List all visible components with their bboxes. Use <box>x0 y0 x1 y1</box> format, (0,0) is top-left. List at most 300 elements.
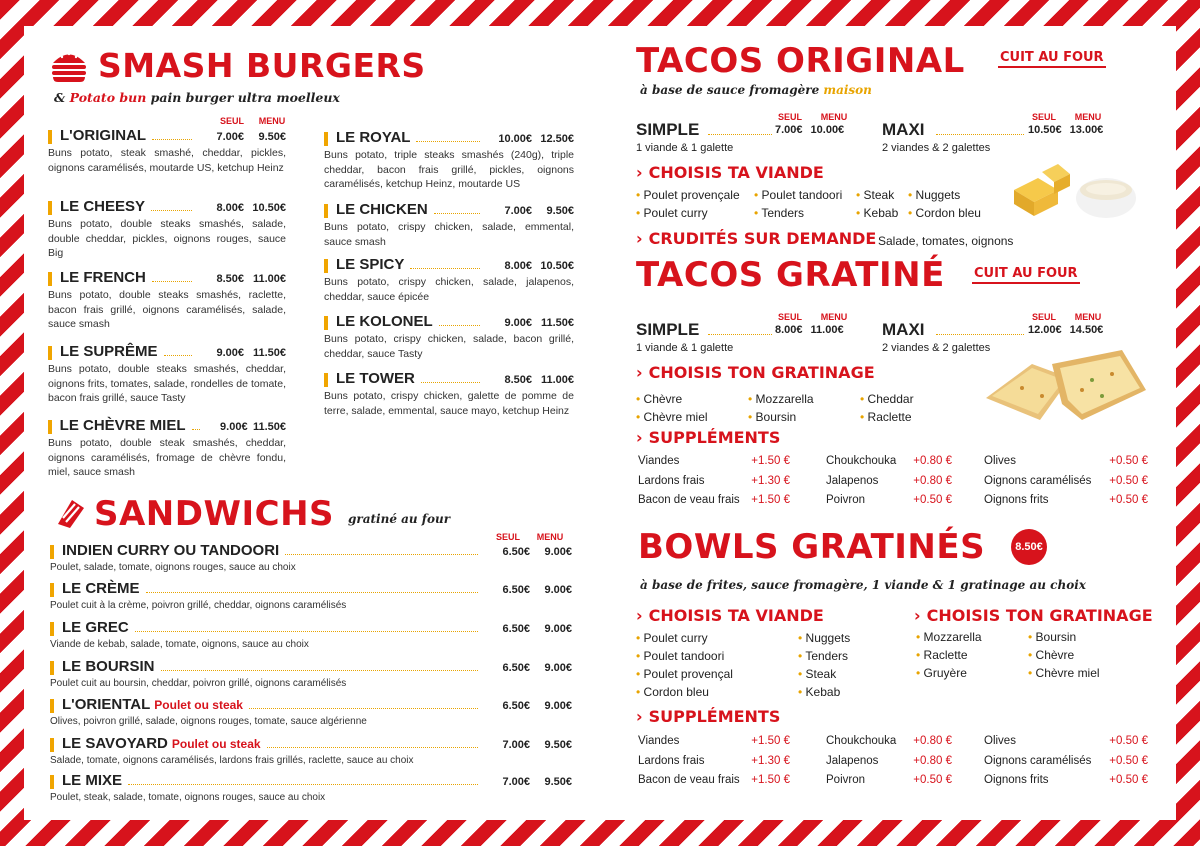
sandwichs-title: SANDWICHS <box>94 494 335 534</box>
bullet-list <box>1028 628 1100 682</box>
sandwich-item <box>50 580 572 612</box>
item-name-row <box>48 343 286 362</box>
supplement-price: +0.50 € <box>1109 774 1148 786</box>
leader-dots <box>708 334 772 335</box>
price-menu: 9.50€ <box>544 739 572 751</box>
supplement-column <box>826 452 952 511</box>
list-item: • Cheddar <box>860 390 914 408</box>
supplement-name: Poivron <box>826 774 865 786</box>
item-description: Buns potato, crispy chicken, salade, emmental, sauce smash <box>324 221 574 248</box>
list-item: • Kebab <box>856 204 898 222</box>
supplement-name: Oignons caramélisés <box>984 754 1092 767</box>
item-name-row <box>324 313 574 332</box>
sandwichs-tagline: gratiné au four <box>348 512 451 526</box>
price-seul: 8.00€ <box>775 324 803 336</box>
menu-header: MENU <box>258 116 286 126</box>
supplement-price: +1.30 € <box>751 754 790 767</box>
bullet-list <box>860 390 914 426</box>
item-name-row <box>324 129 574 148</box>
price-menu: 14.50€ <box>1069 324 1104 336</box>
leader-dots <box>410 268 480 269</box>
list-item: • Chèvre <box>636 390 708 408</box>
to-menu-header-2: MENU <box>1074 112 1102 122</box>
item-name: LE KOLONEL <box>336 313 433 330</box>
sandwich-item <box>50 619 572 651</box>
list-item: • Nuggets <box>798 629 850 647</box>
price-seul: 7.00€ <box>775 124 803 136</box>
tagline-highlight: Potato bun <box>69 90 147 105</box>
item-name-row <box>324 256 574 275</box>
supplement-row <box>984 452 1148 472</box>
burger-item <box>324 370 574 418</box>
item-name-row <box>48 417 286 436</box>
leader-dots <box>161 670 478 671</box>
item-name: L'ORIGINAL <box>60 127 147 144</box>
price-menu: 11.00€ <box>810 324 844 336</box>
price-menu: 9.50€ <box>544 776 572 788</box>
leader-dots <box>708 134 772 135</box>
tg-menu-header: MENU <box>820 312 848 322</box>
supplement-row <box>826 452 952 472</box>
leader-dots <box>152 281 192 282</box>
chevron-right-icon: › <box>636 428 643 447</box>
bullet-list <box>908 186 981 222</box>
chevron-right-icon: › <box>636 229 643 248</box>
supplement-name: Viandes <box>638 735 680 747</box>
leader-dots <box>192 429 200 430</box>
burger-item <box>324 256 574 304</box>
tagline-prefix: & <box>54 90 70 105</box>
supplement-name: Jalapenos <box>826 754 879 767</box>
item-name: LE SUPRÊME <box>60 343 158 360</box>
item-description: Buns potato, double steaks smashés, salade, double cheddar, pickles, oignons rouges, sauce Big <box>48 218 286 259</box>
supplement-price: +0.50 € <box>1109 494 1148 506</box>
tg-gratinage-title <box>636 363 875 382</box>
supplement-row <box>638 472 790 492</box>
price-seul: 6.50€ <box>502 662 530 674</box>
leader-dots <box>249 708 478 709</box>
item-name: LE BOURSIN <box>62 658 155 675</box>
list-item: • Cordon bleu <box>636 683 733 701</box>
tagline-rest: pain burger ultra moelleux <box>146 90 340 105</box>
crudites-text: Salade, tomates, oignons <box>878 234 1014 248</box>
price-seul: 10.00€ <box>498 133 532 145</box>
leader-dots <box>416 141 480 142</box>
item-description: Buns potato, crispy chicken, galette de pomme de terre, salade, emmental, sauce mayo, ketchup Heinz <box>324 390 574 417</box>
item-name-row <box>50 772 572 791</box>
item-name: LE CHÈVRE MIEL <box>59 417 186 434</box>
list-item: • Mozzarella <box>748 390 814 408</box>
item-description: Olives, poivron grillé, salade, oignons rouges, tomate, sauce algérienne <box>50 716 367 727</box>
item-marker <box>324 316 328 330</box>
tg-simple-prices <box>775 324 844 336</box>
price-seul: 6.50€ <box>502 623 530 635</box>
price-seul: 6.50€ <box>502 700 530 712</box>
price-seul: 9.00€ <box>220 421 248 433</box>
tacos-illustration <box>982 344 1152 429</box>
supplement-price: +0.80 € <box>913 735 952 747</box>
supplement-row <box>984 732 1148 752</box>
price-seul: 10.50€ <box>1028 124 1062 136</box>
list-item: • Chèvre miel <box>636 408 708 426</box>
price-menu: 11.00€ <box>540 374 574 386</box>
price-seul: 7.00€ <box>504 205 532 217</box>
item-name-row <box>48 269 286 288</box>
list-item: • Poulet curry <box>636 629 733 647</box>
price-seul: 6.50€ <box>502 584 530 596</box>
price-seul: 7.00€ <box>502 776 530 788</box>
leader-dots <box>164 355 192 356</box>
supplement-row <box>826 732 952 752</box>
item-name: LE FRENCH <box>60 269 146 286</box>
burger-item <box>48 198 286 261</box>
tacos-gratine-title: TACOS GRATINÉ <box>636 255 945 295</box>
item-name: LE SAVOYARD Poulet ou steak <box>62 735 261 752</box>
item-description: Buns potato, double steaks smashés, raclette, bacon frais grillé, oignons caramélisés, salade, sauce smash <box>48 289 286 330</box>
supplement-row <box>984 491 1148 511</box>
list-item: • Mozzarella <box>916 628 982 646</box>
sandwich-icon <box>54 496 88 535</box>
burger-item <box>48 417 286 480</box>
item-description: Poulet cuit au boursin, cheddar, poivron grillé, oignons caramélisés <box>50 678 347 689</box>
section-label: CRUDITÉS SUR DEMANDE <box>648 229 877 248</box>
price-menu: 9.00€ <box>544 546 572 558</box>
to-maxi-name: MAXI <box>882 120 925 139</box>
item-name-row <box>50 619 572 638</box>
price-menu: 10.00€ <box>810 124 845 136</box>
supplement-price: +0.80 € <box>913 754 952 767</box>
item-marker <box>48 201 52 215</box>
tg-simple-name: SIMPLE <box>636 320 700 339</box>
supplement-name: Choukchouka <box>826 735 897 747</box>
tagline-text: à base de sauce fromagère <box>640 83 824 97</box>
supplement-row <box>984 752 1148 772</box>
item-marker <box>48 130 52 144</box>
smash-burgers-title: SMASH BURGERS <box>98 46 426 85</box>
item-marker <box>324 132 328 146</box>
item-description: Buns potato, steak smashé, cheddar, pickles, oignons caramélisés, moutarde US, ketchup Heinz <box>48 147 286 174</box>
list-item: • Poulet provençal <box>636 665 733 683</box>
supplement-price: +1.50 € <box>751 455 790 467</box>
price-seul: 9.00€ <box>216 347 244 359</box>
burger-item <box>324 201 574 249</box>
list-item: • Raclette <box>860 408 914 426</box>
price-menu: 9.00€ <box>544 700 572 712</box>
to-seul-header: SEUL <box>777 112 802 122</box>
item-name-row <box>324 201 574 220</box>
chevron-right-icon: › <box>636 163 643 182</box>
sandwich-item <box>50 735 572 767</box>
bowls-supp-title <box>636 707 780 726</box>
leader-dots <box>128 784 478 785</box>
item-name: LE GREC <box>62 619 129 636</box>
item-description: Poulet cuit à la crème, poivron grillé, cheddar, oignons caramélisés <box>50 600 347 611</box>
item-name: LE CRÈME <box>62 580 140 597</box>
sandwich-seul-header: SEUL <box>495 532 520 542</box>
bullet-list <box>856 186 898 222</box>
burger-item <box>48 343 286 406</box>
item-description: Buns potato, triple steaks smashés (240g), triple cheddar, bacon frais grillé, pickles, oignons caramélisés, ketchup Heinz, moutarde US <box>324 149 574 190</box>
list-item: • Boursin <box>1028 628 1100 646</box>
list-item: • Steak <box>856 186 898 204</box>
section-label: CHOISIS TON GRATINAGE <box>648 363 875 382</box>
supplement-name: Choukchouka <box>826 455 897 467</box>
sandwich-item <box>50 696 572 728</box>
item-name: LE SPICY <box>336 256 405 273</box>
chevron-right-icon: › <box>914 606 921 625</box>
supplement-price: +0.50 € <box>1109 754 1148 767</box>
item-marker <box>48 272 52 286</box>
item-description: Buns potato, crispy chicken, salade, jalapenos, cheddar, sauce épicée <box>324 276 574 303</box>
supplement-name: Lardons frais <box>638 474 705 487</box>
item-name-row <box>50 542 572 561</box>
list-item: • Poulet tandoori <box>636 647 733 665</box>
sandwich-item <box>50 772 572 804</box>
list-item: • Kebab <box>798 683 850 701</box>
item-name-row <box>50 735 572 754</box>
section-label: CHOISIS TA VIANDE <box>648 606 824 625</box>
bowls-price-badge: 8.50€ <box>1011 529 1047 565</box>
supplement-price: +0.50 € <box>1109 455 1148 467</box>
list-item: • Nuggets <box>908 186 981 204</box>
supplement-name: Jalapenos <box>826 474 879 487</box>
to-menu-header: MENU <box>820 112 848 122</box>
item-marker <box>50 583 54 597</box>
item-marker <box>324 373 328 387</box>
supplement-row <box>638 771 790 791</box>
supplement-price: +0.80 € <box>913 474 952 487</box>
supplement-price: +1.50 € <box>751 735 790 747</box>
item-name-row <box>324 370 574 389</box>
supplement-row <box>984 472 1148 492</box>
tacos-original-tagline <box>640 83 872 97</box>
supplement-name: Bacon de veau frais <box>638 774 740 786</box>
leader-dots <box>439 325 480 326</box>
price-seul: 7.00€ <box>216 131 244 143</box>
price-menu: 11.50€ <box>540 317 574 329</box>
price-menu: 11.00€ <box>252 273 286 285</box>
bowls-tagline: à base de frites, sauce fromagère, 1 viande & 1 gratinage au choix <box>640 578 1086 592</box>
list-item: • Chèvre <box>1028 646 1100 664</box>
price-menu: 9.50€ <box>546 205 574 217</box>
supplement-column <box>638 732 790 791</box>
price-menu: 9.50€ <box>258 131 286 143</box>
supplement-name: Oignons frits <box>984 494 1049 506</box>
tagline-maison: maison <box>823 83 872 97</box>
item-name: LE MIXE <box>62 772 123 789</box>
item-name-row <box>50 696 572 715</box>
item-marker <box>50 775 54 789</box>
item-marker <box>50 738 54 752</box>
item-marker <box>50 661 54 675</box>
item-description: Viande de kebab, salade, tomate, oignons, sauce au choix <box>50 639 309 650</box>
price-menu: 9.00€ <box>544 662 572 674</box>
cuit-au-four-tag: CUIT AU FOUR <box>998 50 1106 68</box>
supplement-name: Poivron <box>826 494 865 506</box>
to-simple-name: SIMPLE <box>636 120 700 139</box>
price-seul: 7.00€ <box>502 739 530 751</box>
list-item: • Chèvre miel <box>1028 664 1100 682</box>
item-description: Buns potato, crispy chicken, salade, bacon grillé, cheddar, sauce Tasty <box>324 333 574 360</box>
item-name: L'ORIENTAL Poulet ou steak <box>62 696 243 713</box>
bullet-list <box>636 186 740 222</box>
bowls-title: BOWLS GRATINÉS <box>638 527 986 567</box>
sandwich-item <box>50 658 572 690</box>
bullet-list <box>636 629 733 701</box>
item-marker <box>324 204 328 218</box>
tacos-original-title: TACOS ORIGINAL <box>636 41 965 81</box>
supplement-name: Olives <box>984 455 1016 467</box>
price-menu: 9.00€ <box>544 584 572 596</box>
seul-header: SEUL <box>219 116 244 126</box>
supplement-row <box>826 491 952 511</box>
item-marker <box>50 622 54 636</box>
list-item: • Poulet provençale <box>636 186 740 204</box>
price-menu: 10.50€ <box>252 202 286 214</box>
supplement-price: +0.50 € <box>1109 735 1148 747</box>
item-marker <box>48 420 52 434</box>
to-maxi-prices <box>1028 124 1103 136</box>
item-description: Buns potato, double steaks smashés, cheddar, oignons frits, tomates, salade, rondelles de tomate, bacon frais grillé, sauce Tasty <box>48 363 286 404</box>
tg-maxi-name: MAXI <box>882 320 925 339</box>
item-marker <box>50 699 54 713</box>
section-label: CHOISIS TA VIANDE <box>648 163 824 182</box>
price-seul: 8.50€ <box>504 374 532 386</box>
list-item: • Poulet tandoori <box>754 186 842 204</box>
item-name: LE CHEESY <box>60 198 146 215</box>
price-menu: 11.50€ <box>252 421 286 433</box>
item-option: Poulet ou steak <box>171 737 261 751</box>
to-simple-desc: 1 viande & 1 galette <box>636 142 734 154</box>
burger-icon <box>50 46 88 89</box>
burger-item <box>324 313 574 361</box>
supplement-price: +0.50 € <box>913 494 952 506</box>
bullet-list <box>916 628 982 682</box>
supplement-price: +1.50 € <box>751 494 790 506</box>
item-option: Poulet ou steak <box>154 698 243 712</box>
price-menu: 10.50€ <box>540 260 574 272</box>
supplement-name: Bacon de veau frais <box>638 494 740 506</box>
supplement-price: +1.30 € <box>751 474 790 487</box>
item-name: LE ROYAL <box>336 129 411 146</box>
section-label: SUPPLÉMENTS <box>648 428 781 447</box>
burgers-tagline <box>54 90 340 105</box>
price-seul: 8.00€ <box>504 260 532 272</box>
price-seul: 8.00€ <box>216 202 244 214</box>
cuit-au-four-tag-2: CUIT AU FOUR <box>972 266 1080 284</box>
supplement-row <box>984 771 1148 791</box>
list-item: • Gruyère <box>916 664 982 682</box>
bullet-list <box>754 186 842 222</box>
supplement-name: Oignons frits <box>984 774 1049 786</box>
supplement-price: +0.80 € <box>913 455 952 467</box>
supplement-price: +0.50 € <box>913 774 952 786</box>
leader-dots <box>151 210 192 211</box>
price-seul: 12.00€ <box>1028 324 1062 336</box>
price-seul: 6.50€ <box>502 546 530 558</box>
supplement-row <box>826 472 952 492</box>
burger-item <box>48 269 286 332</box>
tg-maxi-prices <box>1028 324 1103 336</box>
list-item: • Tenders <box>754 204 842 222</box>
bullet-list <box>636 390 708 426</box>
item-marker <box>324 259 328 273</box>
item-description: Salade, tomate, oignons caramélisés, lardons frais grillés, raclette, sauce au choix <box>50 755 414 766</box>
chevron-right-icon: › <box>636 707 643 726</box>
bowls-viande-title <box>636 606 824 625</box>
item-name-row <box>48 198 286 217</box>
chevron-right-icon: › <box>636 363 643 382</box>
to-maxi-desc: 2 viandes & 2 galettes <box>882 142 991 154</box>
leader-dots <box>285 554 478 555</box>
chevron-right-icon: › <box>636 606 643 625</box>
supplement-name: Olives <box>984 735 1016 747</box>
list-item: • Raclette <box>916 646 982 664</box>
leader-dots <box>936 134 1024 135</box>
supplement-row <box>638 452 790 472</box>
supplement-row <box>638 491 790 511</box>
item-name: LE CHICKEN <box>336 201 428 218</box>
tg-seul-header: SEUL <box>777 312 802 322</box>
to-simple-prices <box>775 124 844 136</box>
supplement-price: +0.50 € <box>1109 474 1148 487</box>
bullet-list <box>798 629 850 701</box>
item-name-row <box>50 580 572 599</box>
supplement-column <box>638 452 790 511</box>
supplement-column <box>984 452 1148 511</box>
burger-item <box>48 127 286 175</box>
cheese-sauce-illustration <box>1008 158 1138 229</box>
tg-maxi-desc: 2 viandes & 2 galettes <box>882 342 991 354</box>
price-menu: 11.50€ <box>252 347 286 359</box>
item-name: INDIEN CURRY OU TANDOORI <box>62 542 280 559</box>
burger-item <box>324 129 574 192</box>
supplement-name: Oignons caramélisés <box>984 474 1092 487</box>
supplement-column <box>984 732 1148 791</box>
list-item: • Boursin <box>748 408 814 426</box>
list-item: • Tenders <box>798 647 850 665</box>
tg-seul-header-2: SEUL <box>1031 312 1056 322</box>
bullet-list <box>748 390 814 426</box>
leader-dots <box>152 139 192 140</box>
to-seul-header-2: SEUL <box>1031 112 1056 122</box>
list-item: • Poulet curry <box>636 204 740 222</box>
supplement-row <box>638 732 790 752</box>
tg-menu-header-2: MENU <box>1074 312 1102 322</box>
leader-dots <box>421 382 480 383</box>
price-menu: 13.00€ <box>1069 124 1104 136</box>
bowls-gratinage-title <box>914 606 1153 625</box>
supplement-name: Lardons frais <box>638 754 705 767</box>
price-seul: 8.50€ <box>216 273 244 285</box>
to-viande-title <box>636 163 824 182</box>
leader-dots <box>135 631 478 632</box>
item-description: Poulet, steak, salade, tomate, oignons rouges, sauce au choix <box>50 792 326 803</box>
price-menu: 12.50€ <box>540 133 574 145</box>
sandwich-item <box>50 542 572 574</box>
sandwich-menu-header: MENU <box>536 532 564 542</box>
item-name-row <box>50 658 572 677</box>
list-item: • Steak <box>798 665 850 683</box>
tg-simple-desc: 1 viande & 1 galette <box>636 342 734 354</box>
item-description: Buns potato, double steak smashés, cheddar, oignons caramélisés, fromage de chèvre fondu, miel, sauce smash <box>48 437 286 478</box>
leader-dots <box>434 213 480 214</box>
item-name-row <box>48 127 286 146</box>
leader-dots <box>267 747 478 748</box>
price-menu: 9.00€ <box>544 623 572 635</box>
list-item: • Cordon bleu <box>908 204 981 222</box>
crudites-title <box>636 229 876 248</box>
